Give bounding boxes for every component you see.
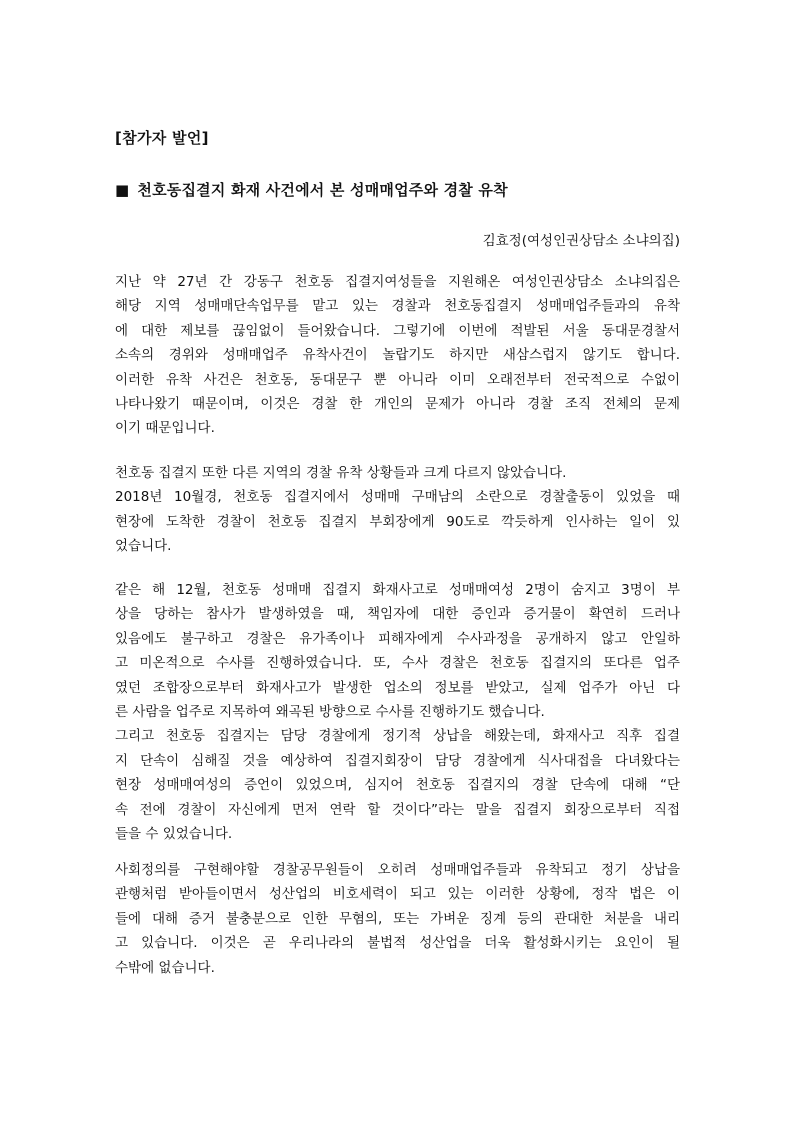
- paragraph-4: [115, 858, 680, 980]
- text-line: 현장에 도착한 경찰이 천호동 집결지 부회장에게 90도로 깍듯하게 인사하는 일이 있: [115, 513, 680, 530]
- text-line: 사회정의를 구현해야할 경찰공무원들이 오히려 성매매업주들과 유착되고 정기 상납을: [115, 862, 680, 878]
- text-line: 른 사람을 업주로 지목하여 왜곡된 방향으로 수사를 진행하기도 했습니다.: [115, 703, 545, 720]
- text-line: 같은 해 12월, 천호동 성매매 집결지 화재사고로 성매매여성 2명이 숨지고 3명이 부: [115, 582, 680, 598]
- text-line: 그리고 천호동 집결지는 담당 경찰에게 정기적 상납을 해왔는데, 화재사고 직후 집결: [115, 728, 680, 745]
- paragraph-1: [115, 270, 680, 441]
- section-label: [참가자 발언]: [115, 129, 209, 147]
- text-line: 였던 조합장으로부터 화재사고가 발생한 업소의 정보를 받았고, 실제 업주가 아닌 다: [115, 679, 680, 696]
- text-line: 상을 당하는 참사가 발생하였을 때, 책임자에 대한 증인과 증거물이 확연히 드러나: [115, 606, 680, 623]
- text-line: 현장 성매매여성의 증언이 있었으며, 심지어 천호동 집결지의 경찰 단속에 대해 “단: [115, 777, 680, 794]
- title-text: 천호동집결지 화재 사건에서 본 성매매업주와 경찰 유착: [137, 181, 508, 199]
- text-line: 속 전에 경찰이 자신에게 먼저 연락 할 것이다”라는 말을 집결지 회장으로부터 직접: [115, 801, 680, 818]
- text-line: 소속의 경위와 성매매업주 유착사건이 놀랍기도 하지만 새삼스럽지 않기도 합니다.: [115, 347, 680, 364]
- text-line: 이러한 유착 사건은 천호동, 동대문구 뿐 아니라 이미 오래전부터 전국적으로 수없이: [115, 371, 680, 388]
- text-line: 천호동 집결지 또한 다른 지역의 경찰 유착 상황들과 크게 다르지 않았습니다.: [115, 465, 567, 481]
- text-line: 나타나왔기 때문이며, 이것은 경찰 한 개인의 문제가 아니라 경찰 조직 전체의 문제: [115, 395, 680, 412]
- paragraph-3: [115, 578, 680, 846]
- text-line: 었습니다.: [115, 538, 172, 555]
- text-line: 고 미온적으로 수사를 진행하였습니다. 또, 수사 경찰은 천호동 집결지의 또다른 업주: [115, 655, 680, 672]
- text-line: 관행처럼 받아들이면서 성산업의 비호세력이 되고 있는 이러한 상황에, 정작 법은 이: [115, 886, 680, 903]
- square-bullet-icon: ■: [115, 181, 130, 199]
- text-line: 들에 대해 증거 불충분으로 인한 무혐의, 또는 가벼운 징계 등의 관대한 처분을 내리: [115, 910, 680, 927]
- document-title: [115, 179, 508, 200]
- paragraph-2: [115, 461, 680, 559]
- text-line: 있음에도 불구하고 경찰은 유가족이나 피해자에게 수사과정을 공개하지 않고 안일하: [115, 630, 680, 647]
- text-line: 에 대한 제보를 끊임없이 들어왔습니다. 그렇기에 이번에 적발된 서울 동대문경찰서: [115, 322, 680, 339]
- text-line: 2018년 10월경, 천호동 집결지에서 성매매 구매남의 소란으로 경찰출동이 있었을 때: [115, 489, 680, 506]
- text-line: 지난 약 27년 간 강동구 천호동 집결지여성들을 지원해온 여성인권상담소 소냐의집은: [115, 274, 680, 290]
- text-line: 이기 때문입니다.: [115, 420, 215, 437]
- text-line: 해당 지역 성매매단속업무를 맡고 있는 경찰과 천호동집결지 성매매업주들과의 유착: [115, 298, 680, 315]
- text-line: 들을 수 있었습니다.: [115, 825, 233, 842]
- author-line: 김효정(여성인권상담소 소냐의집): [482, 233, 680, 249]
- text-line: 고 있습니다. 이것은 곧 우리나라의 불법적 성산업을 더욱 활성화시키는 요인이 될: [115, 935, 680, 952]
- text-line: 지 단속이 심해질 것을 예상하여 집결지회장이 담당 경찰에게 식사대접을 다녀왔다는: [115, 752, 680, 769]
- text-line: 수밖에 없습니다.: [115, 959, 215, 976]
